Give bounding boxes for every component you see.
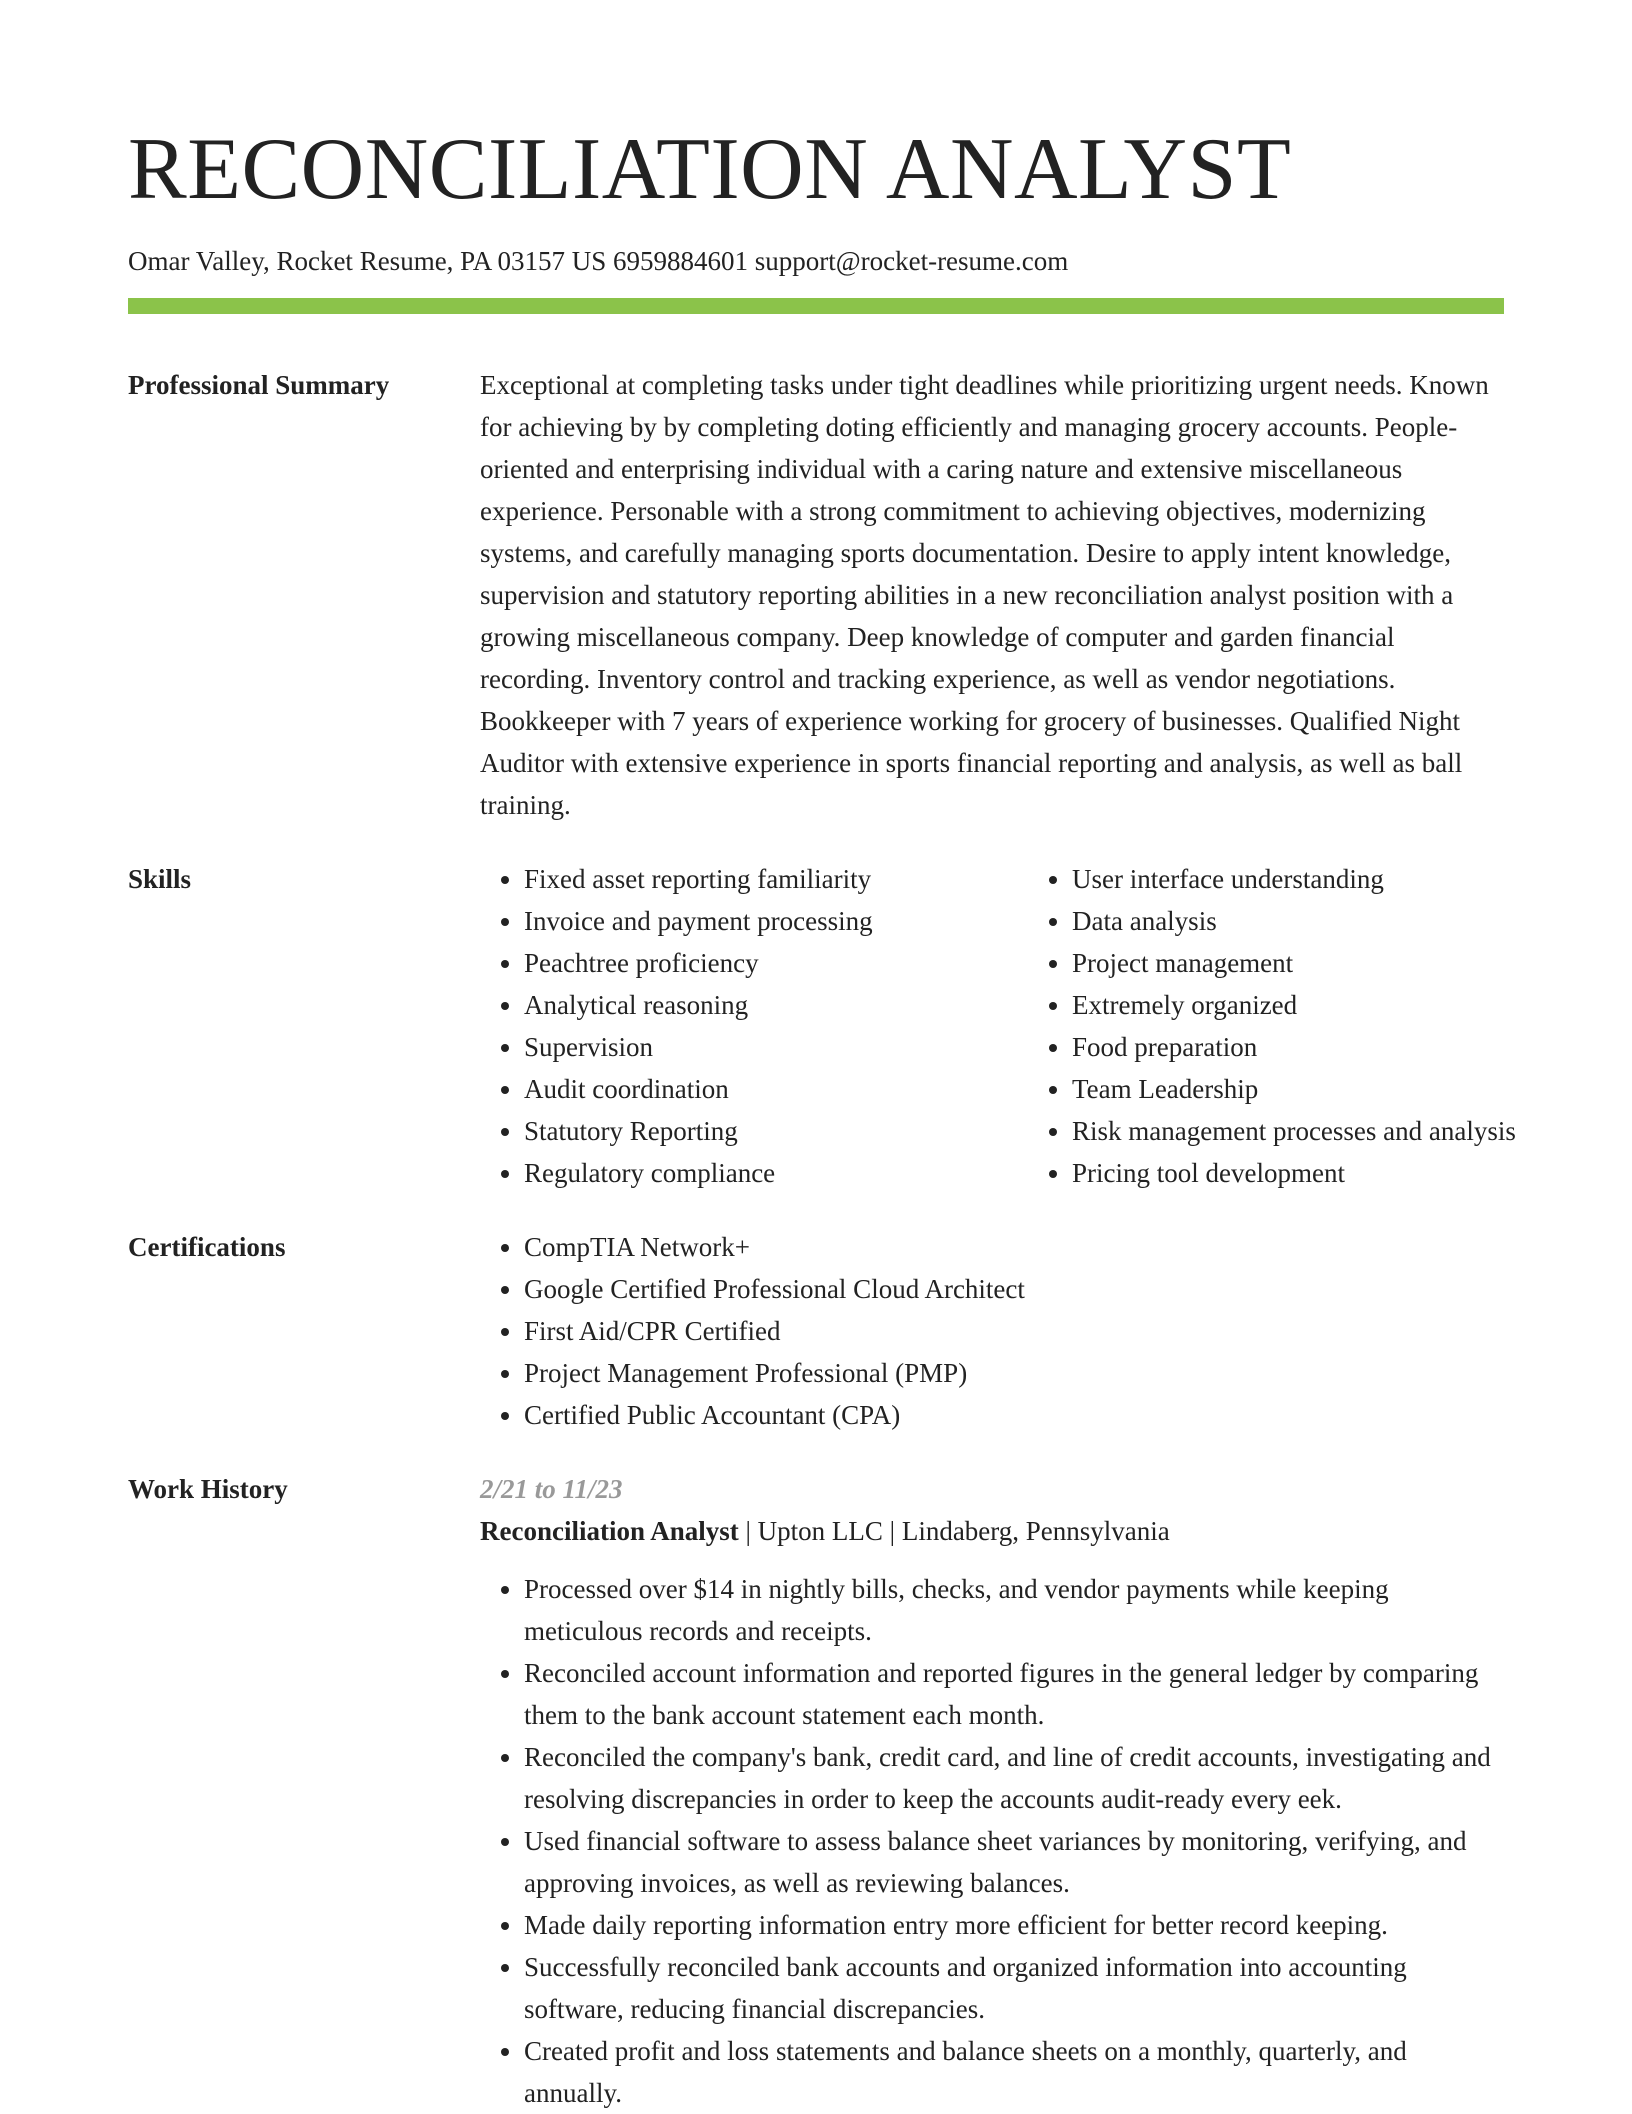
skill-item: • Data analysis xyxy=(1072,900,1516,942)
job-bullet: • Created profit and loss statements and balance sheets on a monthly, quarterly, and annually. xyxy=(524,2030,1504,2114)
certification-item: • Project Management Professional (PMP) xyxy=(524,1352,1504,1394)
skill-item: • Team Leadership xyxy=(1072,1068,1516,1110)
skill-item: • Invoice and payment processing xyxy=(524,900,1028,942)
job-position: Reconciliation Analyst xyxy=(480,1516,739,1546)
work-history-section xyxy=(128,1468,1504,2114)
certification-item: • Certified Public Accountant (CPA) xyxy=(524,1394,1504,1436)
summary-text: Exceptional at completing tasks under tight deadlines while prioritizing urgent needs. Known for achieving by by completing doting efficiently and managing grocery accounts. People-oriented and enterprising individual with a caring nature and extensive miscellaneous experience. Personable with a strong commitment to achieving objectives, modernizing systems, and carefully managing sports documentation. Desire to apply intent knowledge, supervision and statutory reporting abilities in a new reconciliation analyst position with a growing miscellaneous company. Deep knowledge of computer and garden financial recording. Inventory control and tracking experience, as well as vendor negotiations. Bookkeeper with 7 years of experience working for grocery of businesses. Qualified Night Auditor with extensive experience in sports financial reporting and analysis, as well as ball training. xyxy=(480,370,1489,820)
certifications-body xyxy=(480,1226,1504,1436)
skill-item: • Supervision xyxy=(524,1026,1028,1068)
header-divider xyxy=(128,298,1504,314)
job-title-line xyxy=(480,1510,1504,1552)
summary-title: Professional Summary xyxy=(128,370,390,400)
skill-item: • Fixed asset reporting familiarity xyxy=(524,858,1028,900)
certifications-list xyxy=(480,1226,1504,1436)
skill-item: • Food preparation xyxy=(1072,1026,1516,1068)
skill-item: • Extremely organized xyxy=(1072,984,1516,1026)
resume-page xyxy=(128,0,1516,2114)
certification-item: • Google Certified Professional Cloud Architect xyxy=(524,1268,1504,1310)
skill-item: • Risk management processes and analysis xyxy=(1072,1110,1516,1152)
contact-email[interactable]: support@rocket-resume.com xyxy=(754,246,1069,276)
resume-name: RECONCILIATION ANALYST xyxy=(128,121,1292,218)
contact-line xyxy=(128,244,1504,278)
work-history-title: Work History xyxy=(128,1474,288,1504)
job-bullet: • Reconciled the company's bank, credit card, and line of credit accounts, investigating and resolving discrepancies in order to keep the accounts audit-ready every eek. xyxy=(524,1736,1504,1820)
job-bullet: • Used financial software to assess balance sheet variances by monitoring, verifying, and approving invoices, as well as reviewing balances. xyxy=(524,1820,1504,1904)
job-bullet: • Processed over $14 in nightly bills, checks, and vendor payments while keeping meticulous records and receipts. xyxy=(524,1568,1504,1652)
skill-item: • Analytical reasoning xyxy=(524,984,1028,1026)
job-bullet: • Made daily reporting information entry more efficient for better record keeping. xyxy=(524,1904,1504,1946)
skills-body xyxy=(480,858,1516,1194)
skill-item: • Statutory Reporting xyxy=(524,1110,1028,1152)
job-bullet-list xyxy=(480,1568,1504,2114)
job-dates: 2/21 to 11/23 xyxy=(480,1474,623,1504)
job-bullet: • Reconciled account information and reported figures in the general ledger by comparing them to the bank account statement each month. xyxy=(524,1652,1504,1736)
certifications-title: Certifications xyxy=(128,1232,286,1262)
summary-section xyxy=(128,364,1504,826)
skills-list-right xyxy=(1028,858,1516,1194)
skill-item: • Pricing tool development xyxy=(1072,1152,1516,1194)
contact-phone: 6959884601 xyxy=(613,246,748,276)
certification-item: • CompTIA Network+ xyxy=(524,1226,1504,1268)
job-bullet: • Successfully reconciled bank accounts and organized information into accounting software, reducing financial discrepancies. xyxy=(524,1946,1504,2030)
certification-item: • First Aid/CPR Certified xyxy=(524,1310,1504,1352)
contact-address: Omar Valley, Rocket Resume, PA 03157 US xyxy=(128,246,607,276)
skill-item: • User interface understanding xyxy=(1072,858,1516,900)
skill-item: • Project management xyxy=(1072,942,1516,984)
skills-list-left xyxy=(480,858,1028,1194)
skills-grid xyxy=(480,858,1516,1194)
skills-section xyxy=(128,858,1516,1194)
summary-body xyxy=(480,364,1504,826)
job-entry xyxy=(480,1468,1504,2114)
skill-item: • Peachtree proficiency xyxy=(524,942,1028,984)
skill-item: • Regulatory compliance xyxy=(524,1152,1028,1194)
skill-item: • Audit coordination xyxy=(524,1068,1028,1110)
certifications-section xyxy=(128,1226,1504,1436)
work-history-body xyxy=(480,1468,1504,2114)
skills-title: Skills xyxy=(128,864,192,894)
job-company-location: | Upton LLC | Lindaberg, Pennsylvania xyxy=(738,1516,1170,1546)
